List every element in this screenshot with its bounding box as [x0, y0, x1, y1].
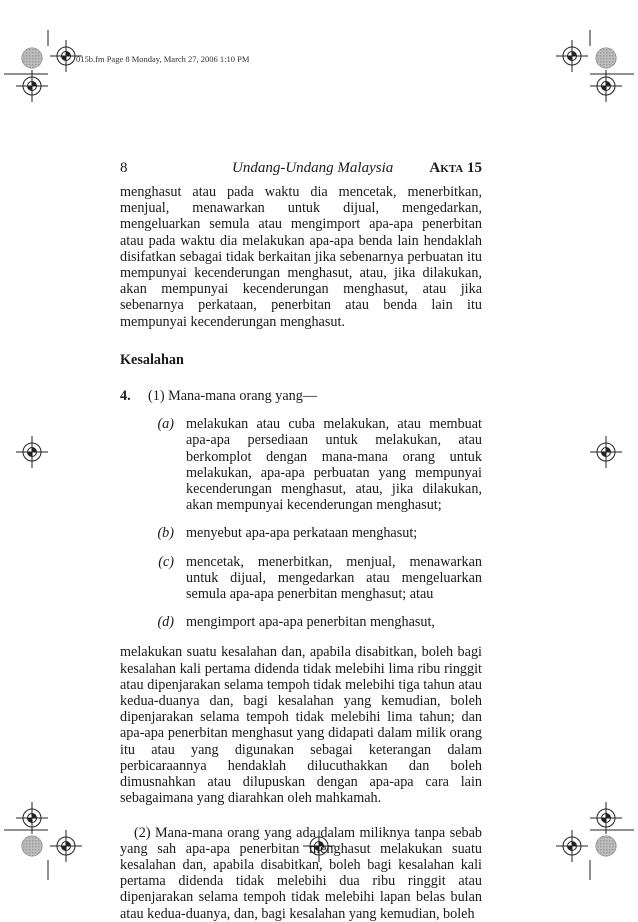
- section-number: 4.: [120, 388, 131, 405]
- act-label: AKTA 15: [429, 160, 482, 176]
- registration-mark-icon: [16, 436, 48, 468]
- section-heading: Kesalahan: [120, 351, 184, 368]
- gray-patch-icon: [596, 836, 616, 856]
- registration-mark-icon: [590, 802, 622, 834]
- registration-mark-icon: [590, 436, 622, 468]
- list-item: [120, 614, 482, 630]
- page-header: [120, 160, 482, 180]
- item-label: (b): [157, 525, 174, 542]
- item-text: melakukan atau cuba melakukan, atau membuat apa-apa persediaan untuk melakukan, atau berkomplot dengan mana-mana orang untuk melakukan, apa-apa perbuatan yang mempunyai kecenderungan menghasut, atau, jika dilakukan, akan mempunyai kecenderungan menghasut;: [186, 416, 482, 514]
- paragraph-intro: menghasut atau pada waktu dia mencetak, menerbitkan, menjual, menawarkan untuk dijual, mengedarkan, mengeluarkan semula atau mengimport apa-apa penerbitan atau pada waktu dia melakukan apa-apa benda lain hendaklah disifatkan sebagai tidak berkaitan jika sebenarnya perbuatan itu mempunyai kecenderungan menghasut, atau, jika dilakukan, akan mempunyai kecenderungan menghasut, atau jika sebenarnya perkataan, penerbitan atau benda lain itu mempunyai kecenderungan menghasut.: [120, 184, 482, 330]
- registration-mark-icon: [50, 830, 82, 862]
- list-item: [120, 416, 482, 513]
- gray-patch-icon: [596, 48, 616, 68]
- item-text: menyebut apa-apa perkataan menghasut;: [186, 525, 418, 542]
- page-body: [120, 184, 482, 922]
- item-text: mengimport apa-apa penerbitan menghasut,: [186, 614, 435, 631]
- registration-mark-icon: [590, 70, 622, 102]
- running-title: Undang-Undang Malaysia: [232, 160, 394, 176]
- item-label: (a): [157, 416, 174, 433]
- print-slug: 015b.fm Page 8 Monday, March 27, 2006 1:10 PM: [76, 54, 250, 64]
- gray-patch-icon: [22, 48, 42, 68]
- item-text: mencetak, menerbitkan, menjual, menawarkan untuk dijual, mengedarkan atau mengeluarkan semula apa-apa penerbitan menghasut; atau: [186, 553, 482, 603]
- section-lead: [120, 388, 482, 404]
- registration-mark-icon: [556, 40, 588, 72]
- subsection-1-tail: melakukan suatu kesalahan dan, apabila disabitkan, boleh bagi kesalahan kali pertama didenda tidak melebihi lima ribu ringgit atau dipenjarakan selama tempoh tidak melebihi tiga tahun atau kedua-duanya dan, bagi kesalahan yang kemudian, boleh dipenjarakan selama tempoh tidak melebihi lima tahun; dan apa-apa penerbitan menghasut yang didapati dalam milik orang itu atau yang digunakan sebagai keterangan dalam perbicaraannya hendaklah dilucuthakkan dan boleh dimusnahkan atau dilupuskan dengan apa-apa cara lain sebagaimana yang diarahkan oleh mahkamah.: [120, 644, 482, 807]
- page-number: 8: [120, 160, 128, 176]
- list-item: [120, 554, 482, 603]
- item-label: (d): [157, 614, 174, 631]
- registration-mark-icon: [16, 70, 48, 102]
- subsection-1-lead: (1) Mana-mana orang yang—: [148, 388, 318, 405]
- subsection-2: (2) Mana-mana orang yang ada dalam miliknya tanpa sebab yang sah apa-apa penerbitan menghasut melakukan suatu kesalahan dan, apabila disabitkan, boleh bagi kesalahan kali pertama didenda tidak melebihi dua ribu ringgit atau dipenjarakan selama tempoh tidak melebihi lapan belas bulan atau kedua-duanya, dan, bagi kesalahan yang kemudian, boleh: [120, 824, 482, 922]
- list-item: [120, 525, 482, 541]
- item-label: (c): [158, 553, 174, 570]
- registration-mark-icon: [556, 830, 588, 862]
- act-number: 15: [467, 160, 482, 176]
- registration-mark-icon: [16, 802, 48, 834]
- gray-patch-icon: [22, 836, 42, 856]
